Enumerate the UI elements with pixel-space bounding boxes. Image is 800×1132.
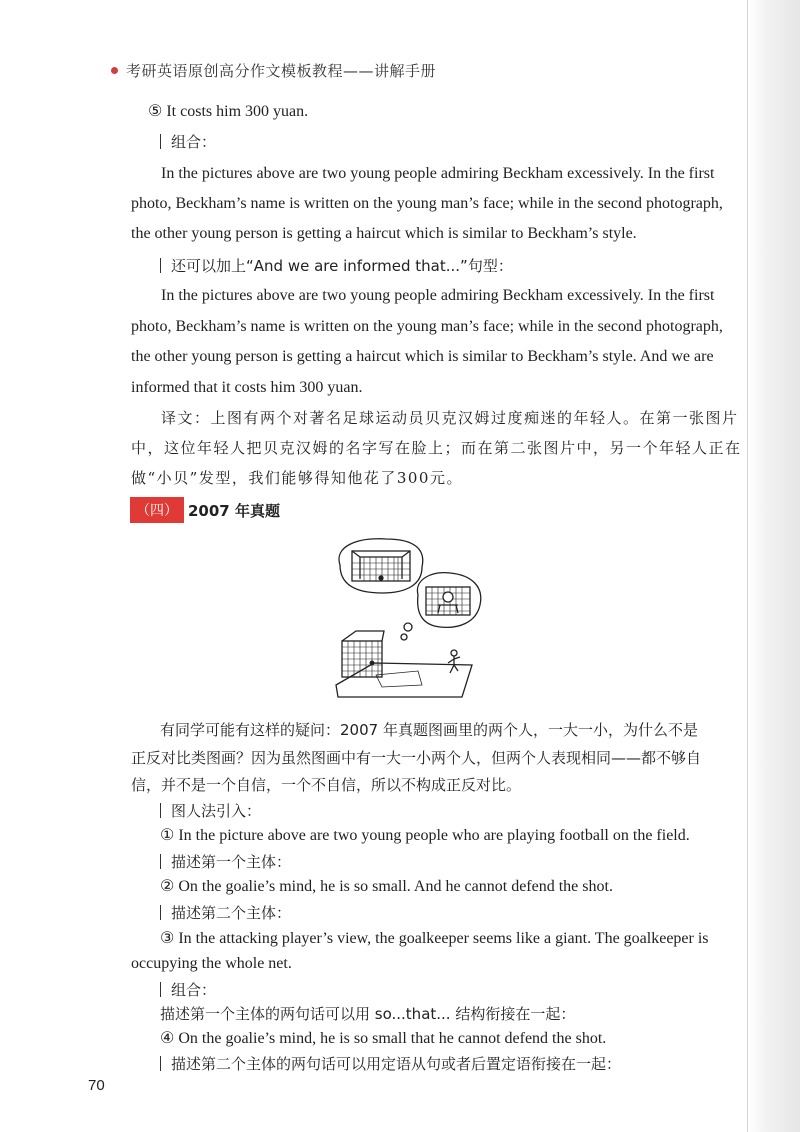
section-tag: （四）	[130, 497, 184, 523]
question-line-3: 信，并不是一个自信，一个不自信，所以不构成正反对比。	[131, 776, 522, 794]
sentence-3-line-1: ③ In the attacking player’s view, the goalkeeper seems like a giant. The goalkeeper is	[160, 930, 709, 947]
question-line-2: 正反对比类图画？因为虽然图画中有一大一小两个人，但两个人表现相同——都不够自	[131, 749, 702, 767]
section-title: 2007 年真题	[188, 501, 280, 520]
question-line-1: 有同学可能有这样的疑问：2007 年真题图画里的两个人，一大一小，为什么不是	[160, 721, 698, 739]
page-edge-shadow	[748, 0, 800, 1132]
page-number: 70	[88, 1077, 105, 1094]
add-line-2: photo, Beckham’s name is written on the young man’s face; while in the second photograph,	[131, 318, 723, 335]
sentence-5: ⑤ It costs him 300 yuan.	[148, 103, 309, 120]
sentence-1: ① In the picture above are two young people who are playing football on the field.	[160, 827, 690, 844]
add-label: 还可以加上“And we are informed that...”句型：	[160, 256, 513, 276]
bar-icon	[160, 1056, 161, 1071]
combo-line-3: the other young person is getting a haircut which is similar to Beckham’s style.	[131, 225, 637, 242]
combo-label-1: 组合：	[160, 132, 216, 152]
section-heading	[130, 497, 280, 523]
goalkeeper-cartoon-illustration	[326, 535, 486, 700]
sentence-4: ④ On the goalie’s mind, he is so small that he cannot defend the shot.	[160, 1030, 607, 1047]
bar-icon	[160, 982, 161, 997]
add-line-4: informed that it costs him 300 yuan.	[131, 379, 363, 396]
bar-icon	[160, 854, 161, 869]
bar-icon	[160, 803, 161, 818]
sentence-2: ② On the goalie’s mind, he is so small. And he cannot defend the shot.	[160, 878, 613, 895]
add-line-1: In the pictures above are two young people admiring Beckham excessively. In the first	[161, 287, 715, 304]
sentence-3-line-2: occupying the whole net.	[131, 955, 292, 972]
translation-line-3: 做“小贝”发型，我们能够得知他花了300元。	[131, 469, 463, 487]
translation-line-1: 译文：上图有两个对著名足球运动员贝克汉姆过度痴迷的年轻人。在第一张图片	[161, 409, 739, 427]
label-combo-2: 组合：	[160, 980, 216, 1000]
bar-icon	[160, 134, 161, 149]
running-header	[111, 60, 436, 81]
final-note: 描述第二个主体的两句话可以用定语从句或者后置定语衔接在一起：	[160, 1054, 621, 1074]
page-edge-line	[747, 0, 748, 1132]
label-intro: 图人法引入：	[160, 801, 261, 821]
bar-icon	[160, 905, 161, 920]
add-line-3: the other young person is getting a haircut which is similar to Beckham’s style. And we are	[131, 348, 714, 365]
combo-note: 描述第一个主体的两句话可以用 so...that... 结构衔接在一起：	[160, 1005, 576, 1023]
translation-line-2: 中，这位年轻人把贝克汉姆的名字写在脸上；而在第二张图片中，另一个年轻人正在	[131, 439, 742, 457]
combo-line-2: photo, Beckham’s name is written on the young man’s face; while in the second photograph,	[131, 195, 723, 212]
header-title: 考研英语原创高分作文模板教程——讲解手册	[126, 62, 437, 80]
bar-icon	[160, 258, 161, 273]
combo-line-1: In the pictures above are two young people admiring Beckham excessively. In the first	[161, 165, 715, 182]
label-second-subject: 描述第二个主体：	[160, 903, 291, 923]
label-first-subject: 描述第一个主体：	[160, 852, 291, 872]
header-bullet-icon	[111, 67, 118, 74]
